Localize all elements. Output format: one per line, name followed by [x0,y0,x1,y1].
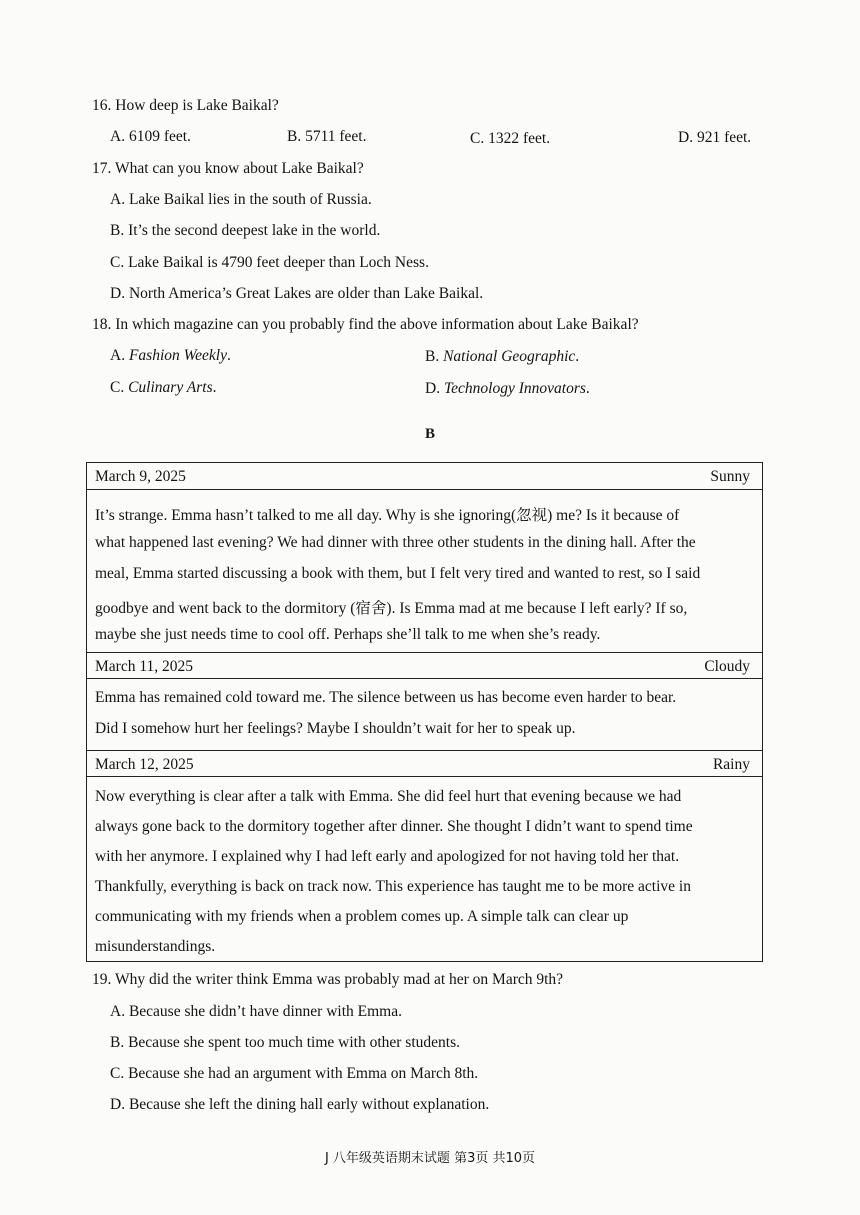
diary-entry-1-line-1: It’s strange. Emma hasn’t talked to me all day. Why is she ignoring(忽视) me? Is it because of [95,507,680,524]
question-17-option-d: D. North America’s Great Lakes are older than Lake Baikal. [110,285,484,302]
question-16-option-b: B. 5711 feet. [287,128,367,145]
diary-entry-2-weather: Cloudy [704,658,750,675]
diary-entry-3-header [87,750,762,777]
diary-entry-3-line-4: Thankfully, everything is back on track now. This experience has taught me to be more active in [95,878,691,895]
question-18-option-a: A. Fashion Weekly. [110,347,231,364]
diary-entry-3-date: March 12, 2025 [95,756,194,773]
section-b-heading: B [424,426,435,442]
question-19-option-b: B. Because she spent too much time with other students. [110,1034,460,1051]
diary-entry-2-header [87,652,762,679]
diary-entry-1-header [87,463,762,490]
diary-entry-1-line-4: goodbye and went back to the dormitory (宿舍). Is Emma mad at me because I left early? If so, [95,600,688,617]
diary-entry-1-weather: Sunny [710,468,750,485]
diary-entry-3-line-2: always gone back to the dormitory together after dinner. She thought I didn’t want to spend time [95,818,693,835]
question-17-option-c: C. Lake Baikal is 4790 feet deeper than Loch Ness. [110,254,429,271]
diary-entry-3-line-1: Now everything is clear after a talk with Emma. She did feel hurt that evening because we had [95,788,682,805]
question-16-stem: 16. How deep is Lake Baikal? [92,97,279,114]
question-16-option-a: A. 6109 feet. [110,128,191,145]
question-18-option-c: C. Culinary Arts. [110,379,217,396]
page-footer: J 八年级英语期末试题 第3页 共10页 [324,1151,536,1166]
diary-entry-3-weather: Rainy [712,756,750,773]
diary-entry-1-date: March 9, 2025 [95,468,186,485]
diary-entry-2-line-2: Did I somehow hurt her feelings? Maybe I shouldn’t wait for her to speak up. [95,720,576,737]
diary-entry-3-line-6: misunderstandings. [95,938,216,955]
diary-entry-3-line-3: with her anymore. I explained why I had left early and apologized for not having told her that. [95,848,680,865]
question-17-stem: 17. What can you know about Lake Baikal? [92,160,364,177]
question-18-option-b: B. National Geographic. [425,348,580,365]
question-19-option-a: A. Because she didn’t have dinner with Emma. [110,1003,402,1020]
question-17-option-b: B. It’s the second deepest lake in the world. [110,222,381,239]
question-16-option-c: C. 1322 feet. [470,130,551,147]
question-19-stem: 19. Why did the writer think Emma was probably mad at her on March 9th? [92,971,564,988]
diary-entry-2-date: March 11, 2025 [95,658,194,675]
question-16-option-d: D. 921 feet. [678,129,752,146]
question-19-option-d: D. Because she left the dining hall early without explanation. [110,1096,490,1113]
diary-entry-1-line-5: maybe she just needs time to cool off. Perhaps she’ll talk to me when she’s ready. [95,626,601,643]
diary-entry-1-line-2: what happened last evening? We had dinner with three other students in the dining hall. After the [95,534,696,551]
diary-entry-3-line-5: communicating with my friends when a problem comes up. A simple talk can clear up [95,908,629,925]
diary-entry-2-line-1: Emma has remained cold toward me. The silence between us has become even harder to bear. [95,689,677,706]
diary-table [86,462,763,962]
question-18-stem: 18. In which magazine can you probably find the above information about Lake Baikal? [92,316,639,333]
diary-entry-1-line-3: meal, Emma started discussing a book with them, but I felt very tired and wanted to rest, so I said [95,565,701,582]
question-19-option-c: C. Because she had an argument with Emma on March 8th. [110,1065,479,1082]
question-18-option-d: D. Technology Innovators. [425,380,590,397]
question-17-option-a: A. Lake Baikal lies in the south of Russia. [110,191,372,208]
